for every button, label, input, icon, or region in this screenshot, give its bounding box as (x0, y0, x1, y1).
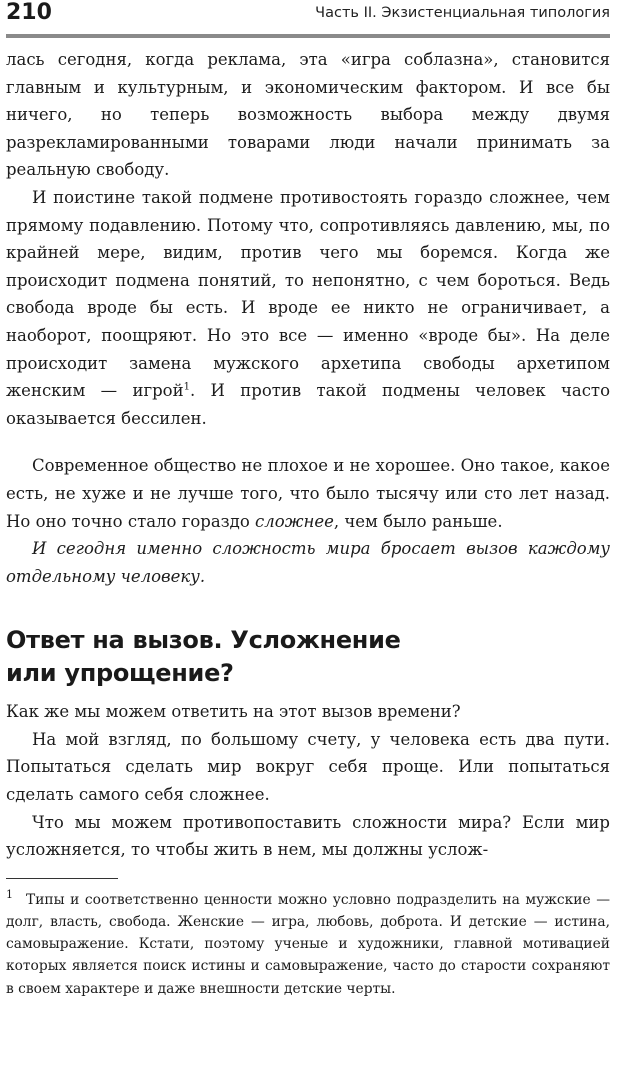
paragraph-2-tail: . И против такой подмены человек часто оказывается бессилен. (6, 381, 610, 428)
page-header (6, 0, 610, 30)
paragraph-5: Как же мы можем ответить на этот вызов времени? (6, 702, 461, 722)
footnote: 1 Типы и соответственно ценности можно условно подразделить на мужские — долг, власть, свобода. Женские — игра, любовь, доброта. И детские — истина, самовыражение. Кстати, поэтому ученые и художники, главной мотивацией которых является поиск истины и самовыражение, часто до старости сохраняют в своем характере и даже внешности детские черты. (6, 888, 610, 997)
header-rule (6, 34, 610, 38)
running-title: Часть II. Экзистенциальная типология (315, 5, 610, 21)
paragraph-3 (6, 452, 610, 535)
section-heading-line-2: или упрощение? (6, 659, 234, 688)
paragraph-1: лась сегодня, когда реклама, эта «игра соблазна», становится главным и культурным, и экономическим фактором. И все бы ничего, но теперь возможность выбора между двумя разрекламированными товарами люди начали принимать за реальную свободу. (6, 50, 610, 180)
paragraph-3-tail: , чем было раньше. (333, 511, 503, 531)
paragraph-2 (6, 184, 610, 432)
paragraph-4 (6, 535, 610, 590)
paragraph-3-text: Современное общество не плохое и не хорошее. Оно такое, какое есть, не хуже и не лучше того, что было тысячу или сто лет назад. Но оно точно стало гораздо (6, 456, 610, 531)
emphasis-text: сложнее (255, 511, 334, 531)
footnote-rule (6, 878, 118, 879)
paragraph-6: На мой взгляд, по большому счету, у человека есть два пути. Попытаться сделать мир вокруг себя проще. Или попытаться сделать самого себя сложнее. (6, 729, 610, 805)
page-body (6, 46, 610, 1000)
section-heading (6, 624, 610, 690)
section-heading-line-1: Ответ на вызов. Усложнение (6, 626, 401, 655)
page-number: 210 (6, 0, 52, 25)
footnote-reference: 1 (183, 381, 190, 393)
section-gap (6, 590, 610, 624)
paragraph-gap (6, 432, 610, 452)
paragraph-4-italic: И сегодня именно сложность мира бросает вызов каждому отдельному человеку. (6, 539, 610, 586)
paragraph-2-text: И поистине такой подмене противостоять гораздо сложнее, чем прямому подавлению. Потому что, сопротивляясь давлению, мы, по крайней мере, видим, против чего мы боремся. Когда же происходит подмена понятий, то непонятно, с чем бороться. Ведь свобода вроде бы есть. И вроде ее никто не ограничивает, а наоборот, поощряют. Но это все — именно «вроде бы». На деле происходит замена мужского архетипа свободы архетипом женским — игрой (6, 187, 610, 401)
footnote-text: Типы и соответственно ценности можно условно подразделить на мужские — долг, власть, свобода. Женские — игра, любовь, доброта. И детские — истина, самовыражение. Кстати, поэтому ученые и художники, главной мотивацией которых является поиск истины и самовыражение, часто до старости сохраняют в своем характере и даже внешности детские черты. (6, 891, 610, 997)
paragraph-7: Что мы можем противопоставить сложности мира? Если мир усложняется, то чтобы жить в нем, мы должны услож- (6, 812, 610, 860)
